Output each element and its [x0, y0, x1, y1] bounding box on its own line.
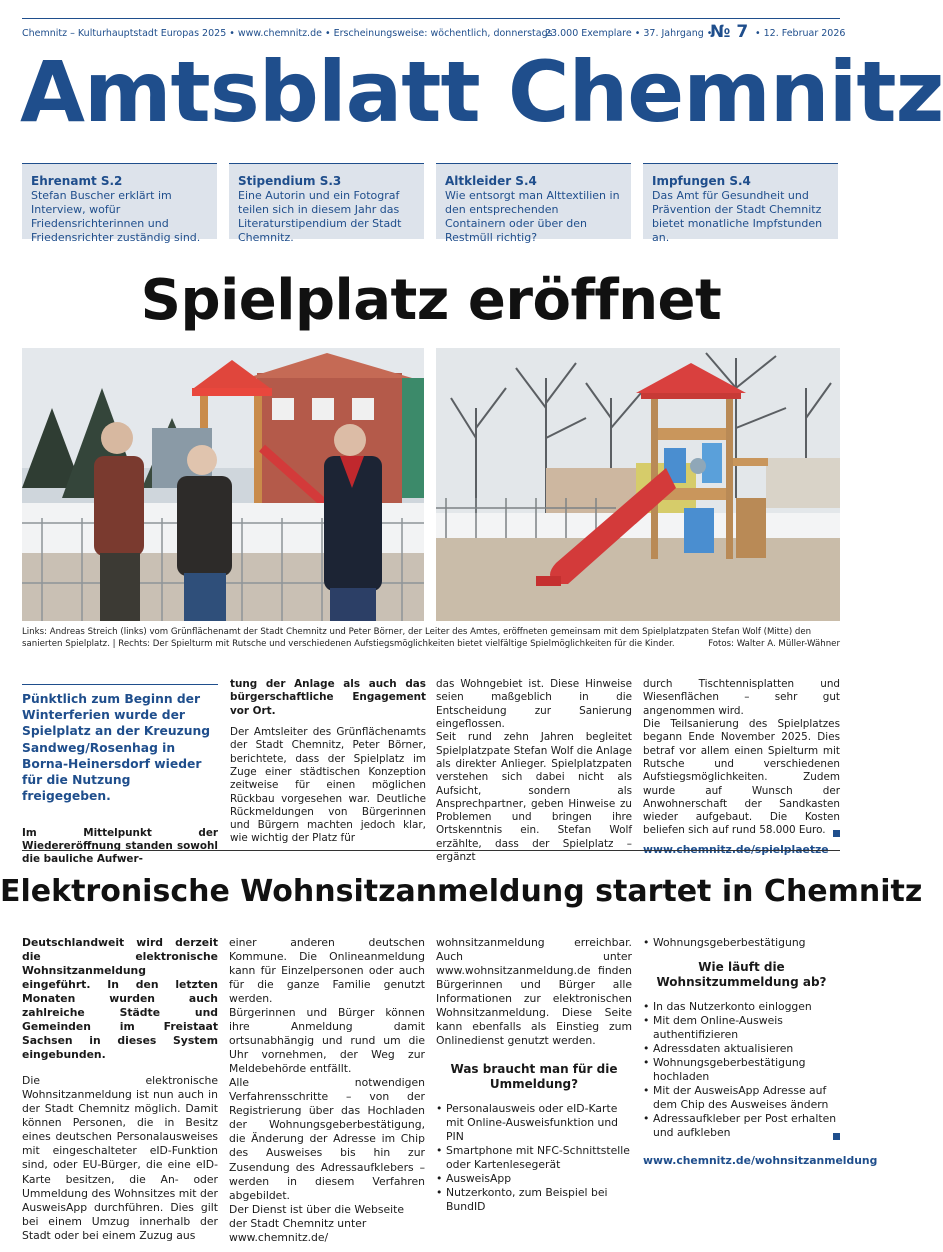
article1-column-4 — [643, 678, 840, 857]
list-item: • AusweisApp — [436, 1172, 632, 1186]
article2-paragraph: Die elektronische Wohnsitzanmeldung ist nun auch in der Stadt Chemnitz möglich. Damit können Personen, die in Besitz eines deutschen Personalausweises mit eingeschalteter eID-Funktion sind, oder EU-Bürger, die eine eID-Karte besitzen, die An- oder Ummeldung des Wohnsitzes mit der AusweisApp durchführen. Dies gilt bei einem Umzug innerhalb der Stadt oder bei einem Zuzug aus — [22, 1074, 218, 1242]
section-divider — [22, 850, 840, 851]
header-meta-left: Chemnitz – Kulturhauptstadt Europas 2025 • www.chemnitz.de • Erscheinungsweise: wöchentlich, donnerstags — [22, 28, 553, 39]
teaser-text: Wie entsorgt man Alttextilien in den entsprechenden Containern oder über den Restmüll richtig? — [445, 189, 620, 245]
needs-list — [436, 1102, 632, 1214]
issue-number: № 7 — [710, 22, 749, 42]
header-meta-circulation: 23.000 Exemplare • 37. Jahrgang • — [545, 28, 713, 39]
steps-heading: Wie läuft die Wohnsitzummeldung ab? — [656, 960, 827, 990]
list-item: • Mit dem Online-Ausweis authentifizieren — [643, 1014, 840, 1042]
caption-text: Links: Andreas Streich (links) vom Grünflächenamt der Stadt Chemnitz und Peter Börner, der Leiter des Amtes, eröffneten gemeinsam mit dem Spielplatzpaten Stefan Wolf (Mitte) den sanierten Spielplatz. | Rechts: Der Spielturm mit Rutsche und verschiedenen Aufstiegsmöglichkeiten bietet vielfältige Spielmöglichkeiten für die Kinder. — [22, 627, 812, 650]
teaser-title: Impfungen S.4 — [652, 174, 751, 188]
article1-intro-part1: Im Mittelpunkt der Wiedereröffnung standen sowohl die bauliche Aufwer- — [22, 826, 218, 866]
photo-credit: Fotos: Walter A. Müller-Wähner — [708, 639, 840, 650]
teaser-text: Stefan Buscher erklärt im Interview, wofür Friedensrichterinnen und Friedensrichter zuständig sind. — [31, 189, 201, 245]
masthead-title: Amtsblatt Chemnitz — [20, 43, 943, 141]
needs-heading: Was braucht man für die Ummeldung? — [450, 1062, 618, 1092]
end-mark-icon — [833, 830, 840, 837]
list-item: • Adressaufkleber per Post erhalten und aufkleben — [643, 1112, 840, 1140]
article1-paragraph: Die Teilsanierung des Spielplatzes begann Ende November 2025. Dies betraf vor allem einen Spielturm mit Rutsche und verschiedenen Aufstiegsmöglichkeiten. Zudem wurde auf Wunsch der Anwohnerschaft der Sandkasten wieder aufgebaut. Die Kosten beliefen sich auf rund 58.000 Euro. — [643, 717, 840, 837]
list-item: • Personalausweis oder eID-Karte mit Online-Ausweisfunktion und PIN — [436, 1102, 632, 1144]
list-item: • Smartphone mit NFC-Schnittstelle oder Kartenlesegerät — [436, 1144, 632, 1172]
list-item: • Wohnungsgeberbestätigung — [643, 936, 840, 950]
list-item: • Nutzerkonto, zum Beispiel bei BundID — [436, 1186, 632, 1214]
photo-playground-tower — [436, 348, 840, 621]
article1-column-2 — [230, 678, 426, 854]
teaser-title: Stipendium S.3 — [238, 174, 342, 188]
photo-caption — [22, 626, 840, 650]
article1-paragraph: Der Amtsleiter des Grünflächenamts der Stadt Chemnitz, Peter Börner, berichtete, dass der Spielplatz im Zuge einer städtischen Konzeption zeitweise für einen möglichen Rückbau vorgesehen war. Deutliche Rückmeldungen von Bürgerinnen und Bürgern machten jedoch klar, wie wichtig der Platz für — [230, 725, 426, 845]
teaser-title: Altkleider S.4 — [445, 174, 537, 188]
article1-lead: Pünktlich zum Beginn der Winterferien wurde der Spielplatz an der Kreuzung Sandweg/Rosenhag in Borna-Heinersdorf wieder für die Nutzung freigegeben. — [22, 692, 211, 804]
needs-list-continued — [643, 936, 840, 950]
teaser-ehrenamt[interactable] — [22, 163, 217, 245]
teaser-stipendium[interactable] — [229, 163, 424, 245]
article-headline-wohnsitz: Elektronische Wohnsitzanmeldung startet in Chemnitz — [0, 874, 923, 909]
article2-column-2 — [229, 936, 425, 1252]
article2-column-4 — [643, 936, 878, 1168]
article2-paragraph: wohnsitzanmeldung erreichbar. Auch unter www.wohnsitzanmeldung.de finden Bürgerinnen und Bürger alle Informationen zur elektronischen Wohnsitzanmeldung. Diese Seite kann ebenfalls als Einstieg zum Onlinedienst genutzt werden. — [436, 936, 632, 1048]
list-item: • Adressdaten aktualisieren — [643, 1042, 840, 1056]
article2-paragraph: Der Dienst ist über die Webseite der Stadt Chemnitz unter www.chemnitz.de/ — [229, 1202, 405, 1244]
teaser-title: Ehrenamt S.2 — [31, 174, 123, 188]
steps-list — [643, 1000, 840, 1140]
list-item: • Wohnungsgeberbestätigung hochladen — [643, 1056, 840, 1084]
article2-paragraph: Bürgerinnen und Bürger können ihre Anmeldung damit ortsunabhängig und rund um die Uhr vornehmen, der Weg zur Meldebehörde entfällt. — [229, 1006, 425, 1076]
article1-lead-box — [22, 684, 218, 866]
article2-paragraph: Alle notwendigen Verfahrensschritte – von der Registrierung über das Hochladen der Wohnungsgeberbestätigung, die Änderung der Adresse im Chip des Ausweises bis hin zur Zusendung des Adressaufklebers – werden in diesem Verfahren abgebildet. — [229, 1076, 425, 1202]
article1-paragraph: das Wohngebiet ist. Diese Hinweise seien maßgeblich in die Entscheidung zur Sanierung eingeflossen. — [436, 678, 632, 730]
issue-date: • 12. Februar 2026 — [755, 28, 846, 39]
teaser-impfungen[interactable] — [643, 163, 838, 245]
article1-intro-part2: tung der Anlage als auch das bürgerschaftliche Engagement vor Ort. — [230, 678, 426, 717]
link-spielplaetze[interactable]: www.chemnitz.de/spielplaetze — [643, 843, 829, 857]
list-item: • In das Nutzerkonto einloggen — [643, 1000, 840, 1014]
top-rule — [22, 18, 840, 19]
photo-opening-people — [22, 348, 424, 621]
article2-column-1 — [22, 936, 218, 1250]
link-wohnsitzanmeldung[interactable]: www.chemnitz.de/wohnsitzanmeldung — [643, 1154, 878, 1168]
article1-paragraph: durch Tischtennisplatten und Wiesenflächen – sehr gut angenommen wird. — [643, 678, 840, 717]
article2-paragraph: einer anderen deutschen Kommune. Die Onlineanmeldung kann für Einzelpersonen oder auch für die ganze Familie genutzt werden. — [229, 936, 425, 1006]
teaser-text: Eine Autorin und ein Fotograf teilen sich in diesem Jahr das Literaturstipendium der Stadt Chemnitz. — [238, 189, 402, 245]
list-item: • Mit der AusweisApp Adresse auf dem Chip des Ausweises ändern — [643, 1084, 840, 1112]
article1-column-3 — [436, 678, 632, 872]
article2-lead: Deutschlandweit wird derzeit die elektronische Wohnsitzanmeldung eingeführt. In den letzten Monaten wurden auch zahlreiche Städte und Gemeinden im Freistaat Sachsen in dieses System eingebunden. — [22, 936, 218, 1062]
article1-paragraph: Seit rund zehn Jahren begleitet Spielplatzpate Stefan Wolf die Anlage als direkter Anlieger. Spielplatzpaten verstehen sich dabei nicht als Aufsicht, sondern als Ansprechpartner, geben Hinweise zu Problemen und bringen ihre Ortskenntnis ein. Stefan Wolf erzählte, dass der Spielplatz – ergänzt — [436, 731, 632, 864]
article2-column-3 — [436, 936, 632, 1215]
article-headline-spielplatz: Spielplatz eröffnet — [140, 268, 722, 333]
teaser-text: Das Amt für Gesundheit und Prävention der Stadt Chemnitz bietet monatliche Impfstunden an. — [652, 189, 823, 245]
teaser-altkleider[interactable] — [436, 163, 631, 245]
